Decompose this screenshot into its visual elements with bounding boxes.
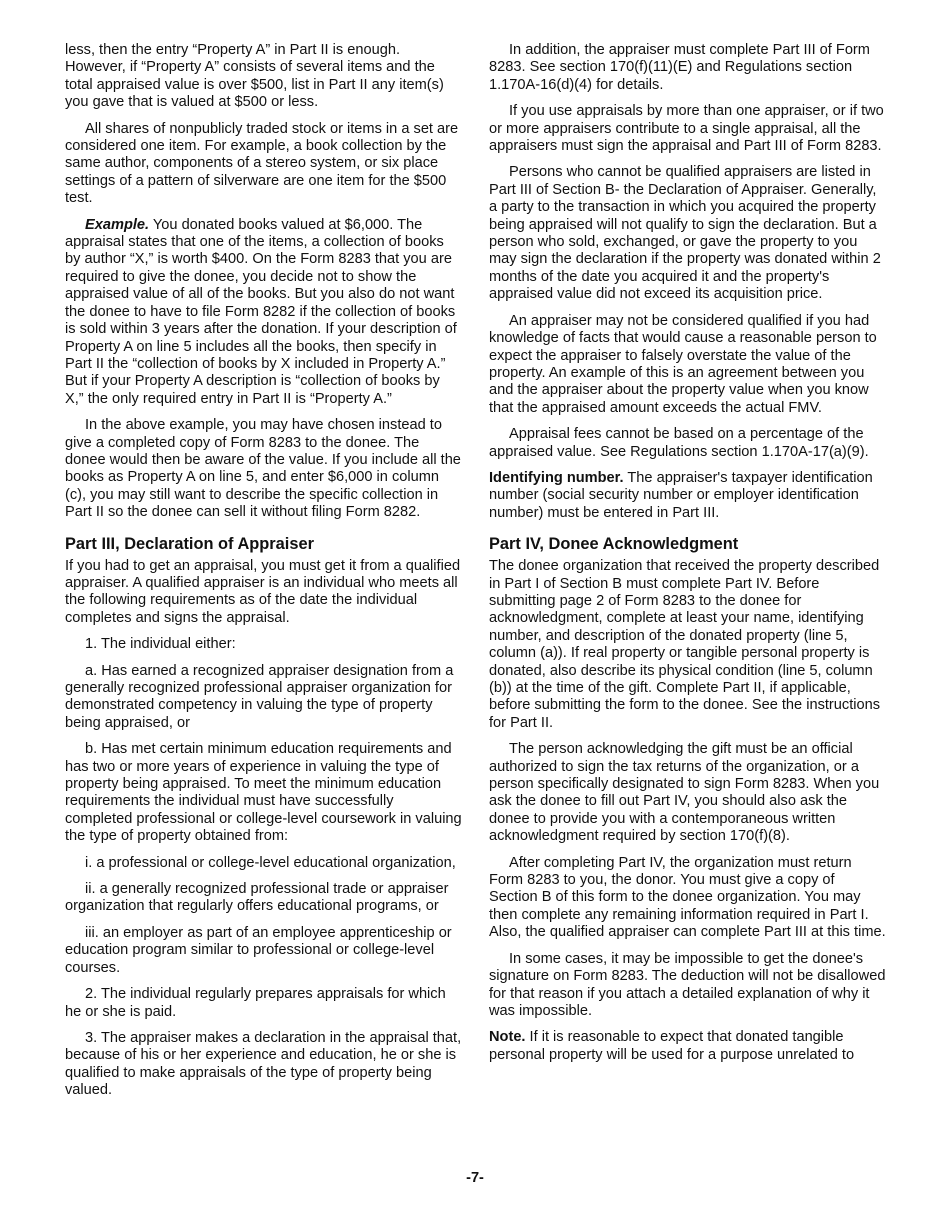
paragraph: Persons who cannot be qualified appraisers are listed in Part III of Section B- the Declaration of Appraiser. Generally, a party to the transaction in which you acquired the property being appraised will not qualify to sign the declaration. But a person who sold, exchanged, or gave the property to you may sign the declaration if the property was donated within 2 months of the date you acquired it and the property's appraised value did not exceed its acquisition price. (489, 164, 881, 303)
paragraph: The donee organization that received the property described in Part I of Section B must complete Part IV. Before submitting page 2 of Form 8283 to the donee for acknowledgment, complete at least your name, identifying number, and description of the donated property (line 5, column (a)). If real property or tangible personal property is donated, also describe its physical condition (line 5, column (b)) at the time of the gift. Complete Part II, if applicable, before submitting the form to the donee. See the instructions for Part II. (489, 558, 881, 731)
list-item: 2. The individual regularly prepares appraisals for which he or she is paid. (65, 986, 446, 1020)
identifying-number-paragraph (489, 470, 886, 522)
paragraph: In the above example, you may have chosen instead to give a completed copy of Form 8283 to the donee. The donee would then be aware of the value. If you include all the books as Property A on line 5, and enter $6,000 in column (c), you may still want to describe the specific collection in Part II so the donee can sell it without filing Form 8282. (65, 417, 461, 521)
paragraph: The person acknowledging the gift must be an official authorized to sign the tax returns of the organization, or a person specifically designated to sign Form 8283. When you ask the donee to fill out Part IV, you should also ask the donee to provide you with a contemporaneous written acknowledgment required by section 170(f)(8). (489, 741, 880, 845)
paragraph: In some cases, it may be impossible to get the donee's signature on Form 8283. The deduction will not be disallowed for that reason if you attach a detailed explanation of why it was impossible. (489, 950, 886, 1019)
paragraph: All shares of nonpublicly traded stock or items in a set are considered one item. For example, a book collection by the same author, components of a stereo system, or six place settings of a pattern of silverware are one item for the $500 test. (65, 120, 459, 207)
paragraph: If you had to get an appraisal, you must get it from a qualified appraiser. A qualified appraiser is an individual who meets all the following requirements as of the date the individual completes and signs the appraisal. (65, 557, 461, 626)
identifying-number-lead: Identifying number. (489, 469, 624, 486)
section-heading-part-iv: Part IV, Donee Acknowledgment (489, 535, 739, 554)
note-text: If it is reasonable to expect that donated tangible personal property will be used for a purpose unrelated to (489, 1029, 855, 1063)
paragraph: Appraisal fees cannot be based on a percentage of the appraised value. See Regulations section 1.170A-17(a)(9). (489, 426, 869, 460)
list-item: i. a professional or college-level educational organization, (85, 854, 456, 871)
paragraph: In addition, the appraiser must complete Part III of Form 8283. See section 170(f)(11)(E) and Regulations section 1.170A-16(d)(4) for details. (489, 42, 870, 93)
note-paragraph (489, 1029, 886, 1064)
identifying-number-text: The appraiser's taxpayer identification number (social security number or employer identification number) must be entered in Part III. (489, 469, 873, 521)
list-item: ii. a generally recognized professional trade or appraiser organization that regularly offers educational programs, or (65, 881, 449, 915)
section-heading-part-iii: Part III, Declaration of Appraiser (65, 534, 314, 553)
list-item: 1. The individual either: (85, 636, 236, 653)
list-item: a. Has earned a recognized appraiser designation from a generally recognized professional appraiser organization for demonstrated competency in valuing the type of property being appraised, or (65, 662, 454, 731)
note-lead: Note. (489, 1029, 526, 1046)
paragraph: After completing Part IV, the organization must return Form 8283 to you, the donor. You must give a copy of Section B of this form to the donee organization. You may then complete any remaining information required in Part I. Also, the qualified appraiser can complete Part III at this time. (489, 854, 886, 941)
page-number: -7- (466, 1170, 484, 1186)
list-item: iii. an employer as part of an employee apprenticeship or education program similar to professional or college-level courses. (65, 924, 452, 976)
example-text: You donated books valued at $6,000. The appraisal states that one of the items, a collection of books by author “X,” is worth $400. On the Form 8283 that you are required to give the donee, you decide not to show the appraised value of all of the books. But you also do not want the donee to have to file Form 8282 if the collection of books is sold within 3 years after the donation. If your description of Property A on line 5 includes all the books, then specify in Part II the “collection of books by X included in Property A.” But if your Property A description is “collection of books by X,” the only required entry in Part II is “Property A.” (65, 216, 457, 407)
paragraph: less, then the entry “Property A” in Part II is enough. However, if “Property A” consists of several items and the total appraised value is over $500, list in Part II any item(s) you gave that is valued at $500 or less. (65, 42, 444, 111)
paragraph: An appraiser may not be considered qualified if you had knowledge of facts that would cause a reasonable person to expect the appraiser to falsely overstate the value of the property. An example of this is an agreement between you and the appraiser about the property value when you know that the appraised amount exceeds the actual FMV. (489, 312, 877, 416)
list-item: b. Has met certain minimum education requirements and has two or more years of experience in valuing the type of property being appraised. To meet the minimum education requirements the individual must have successfully completed professional or college-level coursework in valuing the type of property obtained from: (65, 741, 462, 845)
paragraph: If you use appraisals by more than one appraiser, or if two or more appraisers contribute to a single appraisal, all the appraisers must sign the appraisal and Part III of Form 8283. (489, 103, 884, 155)
list-item: 3. The appraiser makes a declaration in the appraisal that, because of his or her experience and education, he or she is qualified to make appraisals of the type of property being valued. (65, 1029, 462, 1099)
example-lead: Example. (85, 216, 150, 233)
example-paragraph (65, 217, 462, 408)
right-column (489, 42, 886, 1073)
left-column (65, 42, 462, 1109)
